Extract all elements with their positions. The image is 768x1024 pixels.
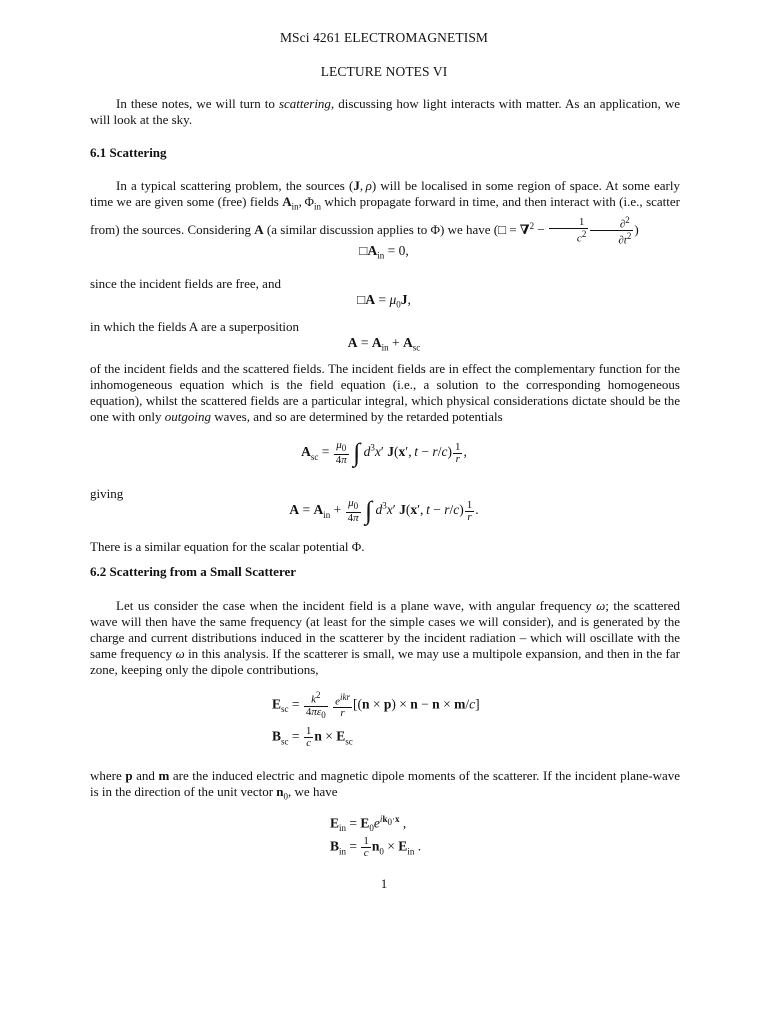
section-heading-scattering: 6.1 Scattering bbox=[90, 145, 167, 160]
incident-free-text: since the incident fields are free, and bbox=[90, 276, 281, 291]
equation-total-field: $A = A_{in}$ + $\frac{\mu_0}{4\pi}$ ∫ $d^3x'$ J(x′, t − r/c) $\frac{1}{r}$ . bbox=[289, 496, 479, 526]
equation-b-incident: $B_{in}$ = $\frac{1}{c}$ $n_0 \times E_{in}$ . bbox=[330, 835, 422, 859]
intro-text: In these notes, we will turn to scattering, discussing how light interacts with matter. As an application, we will look at the sky. bbox=[90, 96, 680, 127]
equation-box-a: □A = $\mu_0J$, bbox=[357, 292, 411, 310]
small-scatterer-paragraph: Let us consider the case when the incident field is a plane wave, with angular frequency ω; the scattered wave will then have the same frequency (at least for the simple cases we will consider), and is generated by the charge and current distributions induced in the scatterer by the incident radiation – which will oscillate with the same frequency ω in this analysis. If the scatterer is small, we may use a multipole expansion, and then in the far zone, keeping only the dipole contributions, bbox=[90, 598, 680, 677]
equation-box-a-in: $□A_{in} = 0$, bbox=[359, 243, 409, 261]
giving-text: giving bbox=[90, 486, 124, 501]
page-number: 1 bbox=[380, 876, 388, 891]
scalar-potential-text: There is a similar equation for the scalar potential Φ. bbox=[90, 539, 365, 554]
equation-e-scattered: $E_{sc}$ = $\frac{k^2}{4\pi\varepsilon_0}$ $\frac{e^{ikr}}{r}$ [(n × p) × n − n × m/c] bbox=[272, 690, 480, 720]
equation-e-incident: $E_{in} = E_0e^{ik_0\cdot x}$ , bbox=[330, 814, 407, 834]
superposition-text: in which the fields A are a superposition bbox=[90, 319, 300, 334]
equation-b-scattered: $B_{sc}$ = $\frac{1}{c}$ $n \times E_{sc}$ bbox=[272, 725, 353, 749]
dipole-moments-paragraph: where p and m are the induced electric and magnetic dipole moments of the scatterer. If the incident plane-wave is in the direction of the unit vector $n_0$, we have bbox=[90, 768, 680, 802]
equation-retarded-potential: $A_{sc}$ = $\frac{\mu_0}{4\pi}$ ∫ $d^3x'$ J(x′, t − r/c) $\frac{1}{r}$ , bbox=[301, 438, 467, 468]
emphasis-scattering: scattering bbox=[278, 96, 331, 111]
equation-superposition: $A = A_{in} + A_{sc}$ bbox=[347, 335, 421, 353]
scattering-paragraph-2: of the incident fields and the scattered fields. The incident fields are in effect the complementary function for the inhomogeneous equation which is the field equation (i.e., a solution to the corresponding homogeneous equation), whilst the scattered fields are a particular integral, which physical considerations dictate should be the one with only outgoing waves, and so are determined by the retarded potentials bbox=[90, 361, 680, 424]
section-heading-small-scatterer: 6.2 Scattering from a Small Scatterer bbox=[90, 564, 297, 579]
course-title: MSci 4261 ELECTROMAGNETISM bbox=[279, 30, 489, 45]
intro-paragraph bbox=[90, 96, 680, 128]
scattering-paragraph-1: In a typical scattering problem, the sources (J, ρ) will be localised in some region of space. At some early time we are given some (free) fields $A_{in}$, $\Phi_{in}$ which propagate forward in time, and then interact with (i.e., scatter from) the sources. Considering A (a similar discussion applies to Φ) we have (□ = ∇$^2$ − $\frac{1}{c^2}$ $\frac{\partial^2}{\partial t^2}$ ) bbox=[90, 178, 680, 247]
lecture-title: LECTURE NOTES VI bbox=[320, 64, 448, 79]
